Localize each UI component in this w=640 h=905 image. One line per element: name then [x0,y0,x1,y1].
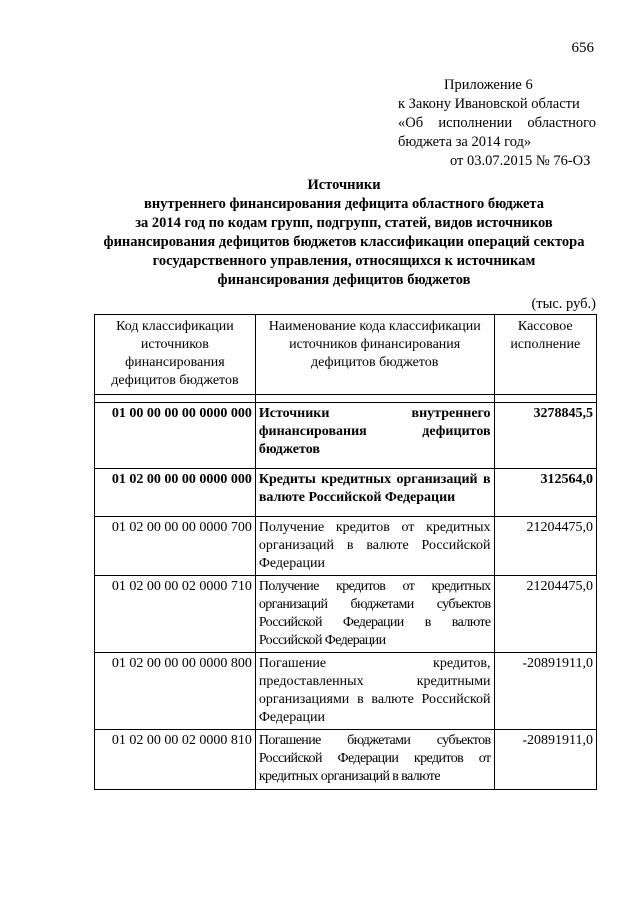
appendix-date-number: от 03.07.2015 № 76-ОЗ [450,153,591,169]
header-execution: Кассовое исполнение [494,315,596,395]
row-name [255,576,494,653]
row-name: Кредиты кредитных организаций в валюте Российской Федерации [255,469,494,517]
title-line-3: за 2014 год по кодам групп, подгрупп, статей, видов источников [135,215,553,231]
units-label: (тыс. руб.) [531,296,596,312]
appendix-law-name-2: бюджета за 2014 год» [398,134,532,150]
row-code: 01 02 00 00 00 0000 700 [95,517,256,576]
document-title [88,176,600,290]
header-name: Наименование кода классификации источников финансирования дефицитов бюджетов [255,315,494,395]
row-name [255,730,494,790]
row-name-text: Получение кредитов от кредитных организаций бюджетами субъектов Российской Федерации в валюте Российской Федерации [258,579,491,648]
row-execution: -20891911,0 [494,730,596,790]
title-line-4: финансирования дефицитов бюджетов классификации операций сектора [103,234,585,250]
header-code: Код классификации источников финансирования дефицитов бюджетов [95,315,256,395]
table-row [95,517,597,576]
row-execution: 21204475,0 [494,517,596,576]
row-execution: -20891911,0 [494,653,596,730]
page-number: 656 [571,40,594,56]
title-line-2: внутреннего финансирования дефицита областного бюджета [144,196,544,212]
row-execution: 3278845,5 [494,403,596,469]
title-line-1: Источники [307,177,381,193]
table-row [95,469,597,517]
table-spacer [95,395,597,403]
table-row [95,403,597,469]
row-code: 01 02 00 00 00 0000 800 [95,653,256,730]
row-name: Получение кредитов от кредитных организаций в валюте Российской Федерации [255,517,494,576]
appendix-law: к Закону Ивановской области [398,96,580,112]
row-name: Источники внутреннего финансирования дефицитов бюджетов [255,403,494,469]
row-code: 01 02 00 00 00 0000 000 [95,469,256,517]
table-row [95,576,597,653]
appendix-block [398,76,596,171]
row-name: Погашение кредитов, предоставленных кредитными организациями в валюте Российской Федерации [255,653,494,730]
table-row [95,730,597,790]
table-row [95,653,597,730]
title-line-5: государственного управления, относящихся к источникам [152,253,536,269]
row-code: 01 02 00 00 02 0000 710 [95,576,256,653]
row-execution: 21204475,0 [494,576,596,653]
sources-table [94,314,597,790]
row-execution: 312564,0 [494,469,596,517]
table-header-row [95,315,597,395]
row-code: 01 02 00 00 02 0000 810 [95,730,256,790]
appendix-law-name-1: «Об исполнении областного [398,115,596,131]
title-line-6: финансирования дефицитов бюджетов [217,272,471,288]
row-code: 01 00 00 00 00 0000 000 [95,403,256,469]
appendix-title: Приложение 6 [444,77,533,93]
row-name-text: Погашение бюджетами субъектов Российской Федерации кредитов от кредитных организаций в валюте [258,733,491,784]
